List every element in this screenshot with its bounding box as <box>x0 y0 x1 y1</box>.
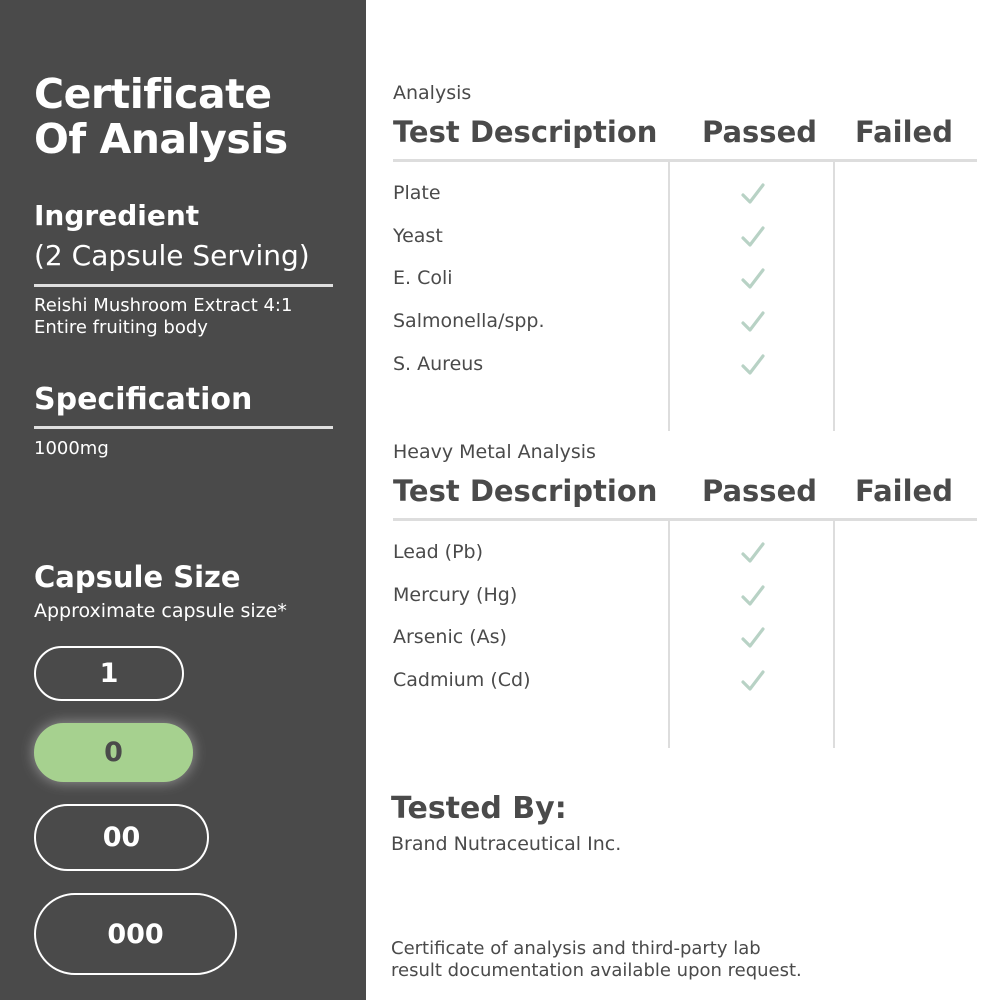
check-icon <box>740 352 766 378</box>
table-row-label: Yeast <box>393 225 443 247</box>
check-icon <box>740 540 766 566</box>
specification-divider <box>34 426 333 429</box>
analysis-header-failed: Failed <box>855 115 953 149</box>
ingredient-heading: Ingredient <box>34 199 200 232</box>
check-icon <box>740 266 766 292</box>
capsule-size-subtitle: Approximate capsule size* <box>34 600 287 622</box>
heavy-metal-column-divider-1 <box>668 520 670 748</box>
analysis-column-divider-2 <box>833 161 835 431</box>
ingredient-serving: (2 Capsule Serving) <box>34 239 310 272</box>
heavy-metal-section-label: Heavy Metal Analysis <box>393 441 596 463</box>
table-row-label: Salmonella/spp. <box>393 310 545 332</box>
check-icon <box>740 224 766 250</box>
ingredient-line2: Entire fruiting body <box>34 317 208 338</box>
heavy-metal-column-divider-2 <box>833 520 835 748</box>
ingredient-divider <box>34 284 333 287</box>
footnote-line2: result documentation available upon request. <box>391 960 802 981</box>
left-panel <box>0 0 366 1000</box>
check-icon <box>740 668 766 694</box>
capsule-size-1[interactable]: 1 <box>34 646 184 701</box>
table-row-label: Plate <box>393 182 441 204</box>
specification-heading: Specification <box>34 382 253 417</box>
ingredient-line1: Reishi Mushroom Extract 4:1 <box>34 295 293 316</box>
tested-by-heading: Tested By: <box>391 791 567 826</box>
check-icon <box>740 625 766 651</box>
ingredient-heading-block <box>34 196 344 276</box>
capsule-size-0-selected[interactable]: 0 <box>34 723 193 782</box>
analysis-column-divider-1 <box>668 161 670 431</box>
page-title-line2: Of Analysis <box>34 115 288 163</box>
page-title <box>34 72 354 162</box>
analysis-header-description: Test Description <box>393 115 658 149</box>
table-row-label: E. Coli <box>393 267 453 289</box>
page-title-line1: Certificate <box>34 70 272 118</box>
check-icon <box>740 583 766 609</box>
capsule-size-heading: Capsule Size <box>34 560 241 594</box>
table-row-label: Lead (Pb) <box>393 541 484 563</box>
heavy-metal-header-divider <box>393 518 977 521</box>
footnote-line1: Certificate of analysis and third-party lab <box>391 938 761 959</box>
check-icon <box>740 181 766 207</box>
tested-by-company: Brand Nutraceutical Inc. <box>391 833 622 855</box>
heavy-metal-header-description: Test Description <box>393 474 658 508</box>
ingredient-text <box>34 295 292 339</box>
capsule-size-000[interactable]: 000 <box>34 893 237 975</box>
table-row-label: Mercury (Hg) <box>393 584 518 606</box>
footnote <box>391 938 871 982</box>
analysis-header-passed: Passed <box>702 115 817 149</box>
check-icon <box>740 309 766 335</box>
heavy-metal-header-passed: Passed <box>702 474 817 508</box>
specification-value: 1000mg <box>34 438 109 459</box>
table-row-label: Cadmium (Cd) <box>393 669 531 691</box>
analysis-header-divider <box>393 159 977 162</box>
table-row-label: S. Aureus <box>393 353 484 375</box>
table-row-label: Arsenic (As) <box>393 626 507 648</box>
heavy-metal-header-failed: Failed <box>855 474 953 508</box>
analysis-section-label: Analysis <box>393 82 472 104</box>
capsule-size-00[interactable]: 00 <box>34 804 209 871</box>
